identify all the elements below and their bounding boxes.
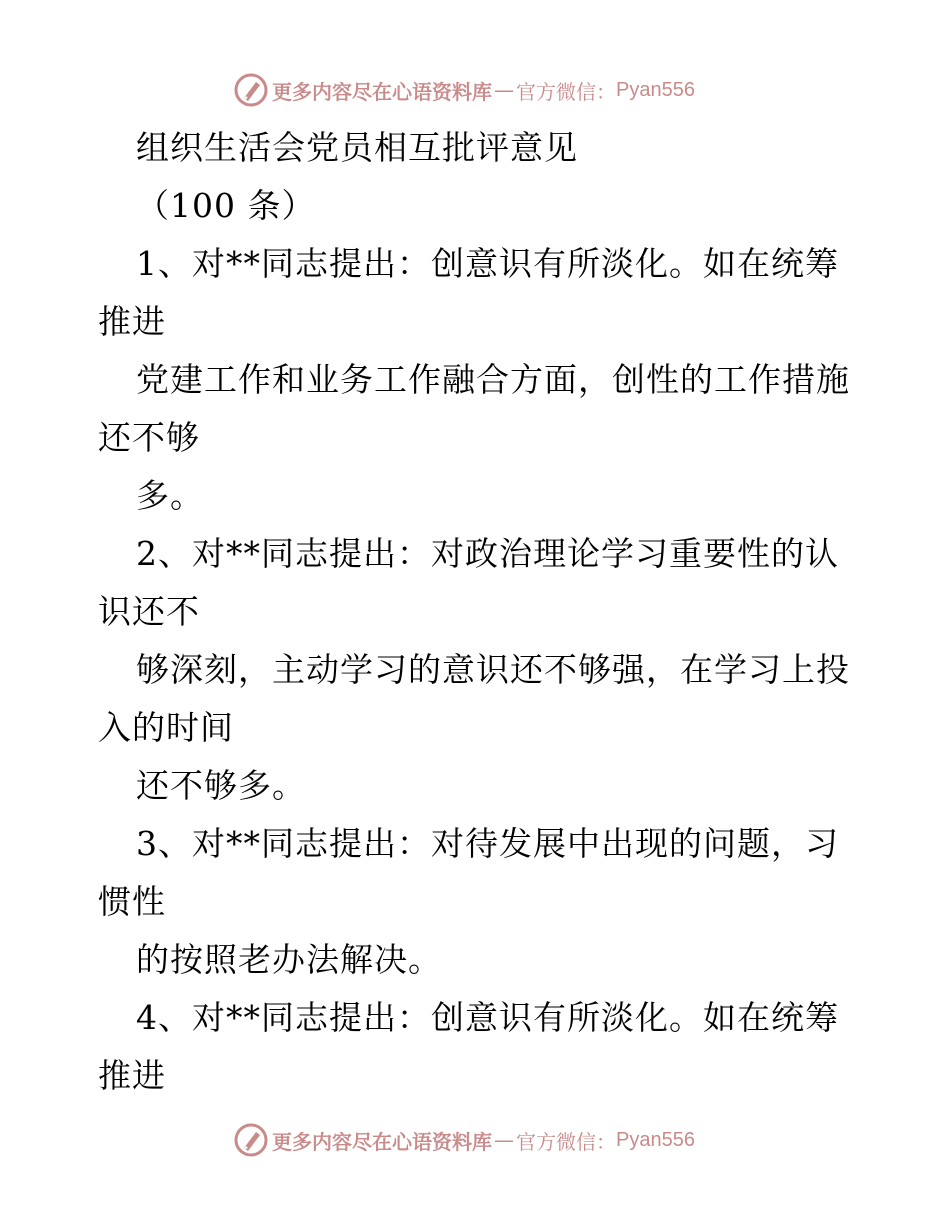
watermark-label: 官方微信：	[516, 79, 616, 104]
watermark-id: Pyan556	[616, 1128, 695, 1151]
header-watermark	[234, 72, 695, 108]
doc-line: 的按照老办法解决。	[136, 940, 442, 979]
pen-logo-icon	[234, 1123, 268, 1157]
footer-watermark	[234, 1122, 695, 1158]
pen-logo-icon	[234, 73, 268, 107]
watermark-text: 更多内容尽在心语资料库	[272, 79, 492, 104]
doc-line: 1、对**同志提出：创意识有所淡化。如在统筹	[136, 244, 839, 283]
doc-line: 2、对**同志提出：对政治理论学习重要性的认	[136, 534, 839, 573]
doc-line: 还不够多。	[136, 766, 306, 805]
doc-line: 推进	[98, 1056, 166, 1095]
watermark-text: 更多内容尽在心语资料库	[272, 1129, 492, 1154]
doc-line: 4、对**同志提出：创意识有所淡化。如在统筹	[136, 998, 839, 1037]
watermark-id: Pyan556	[616, 78, 695, 101]
doc-line: 多。	[136, 476, 204, 515]
watermark-separator: —	[494, 1128, 514, 1152]
doc-line: 还不够	[98, 418, 200, 457]
doc-title: 组织生活会党员相互批评意见	[136, 128, 578, 167]
doc-line: 入的时间	[98, 708, 234, 747]
doc-line: 推进	[98, 302, 166, 341]
doc-line: 够深刻，主动学习的意识还不够强，在学习上投	[136, 650, 850, 689]
watermark-separator: —	[494, 78, 514, 102]
doc-subtitle: （100 条）	[136, 186, 316, 225]
watermark-label: 官方微信：	[516, 1129, 616, 1154]
doc-line: 惯性	[98, 882, 166, 921]
doc-line: 识还不	[98, 592, 200, 631]
doc-line: 党建工作和业务工作融合方面，创性的工作措施	[136, 360, 850, 399]
doc-line: 3、对**同志提出：对待发展中出现的问题，习	[136, 824, 839, 863]
